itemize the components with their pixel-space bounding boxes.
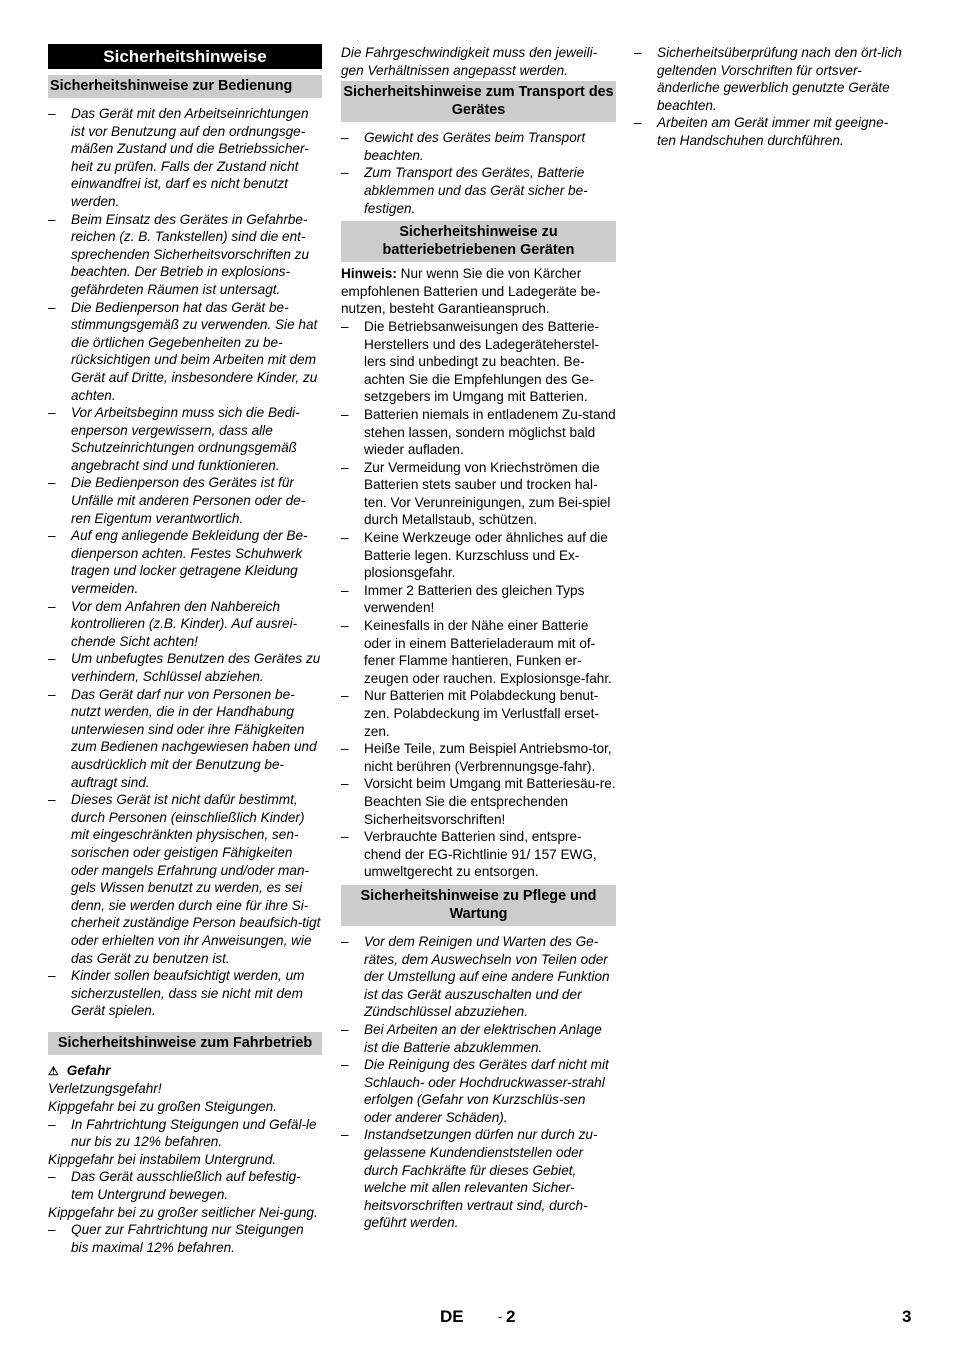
list-item: – Die Reinigung des Gerätes darf nicht mit Schlauch- oder Hochdruckwasser-strahl erfolgen (Gefahr von Kurzschlüs-sen oder anderer Schäden). [341,1056,616,1126]
section-heading-care: Sicherheitshinweise zu Pflege und Wartung [341,885,616,926]
list-item: – Keine Werkzeuge oder ähnliches auf die Batterie legen. Kurzschluss und Ex-plosionsgefahr. [341,529,616,582]
list-item: – Sicherheitsüberprüfung nach den ört-lich geltenden Vorschriften für ortsver-änderliche gewerblich genutzte Geräte beachten. [634,44,906,114]
list-item: – Um unbefugtes Benutzen des Gerätes zu verhindern, Schlüssel abziehen. [48,650,322,685]
injury-warning: Verletzungsgefahr! [48,1081,162,1097]
section-heading-transport: Sicherheitshinweise zum Transport des Gerätes [341,81,616,122]
battery-list [341,318,616,881]
list-item: – Das Gerät ausschließlich auf befestig-tem Untergrund bewegen. [48,1168,322,1203]
list-item: – Nur Batterien mit Polabdeckung benut-zen. Polabdeckung im Verlustfall erset-zen. [341,687,616,740]
list-item: – Zur Vermeidung von Kriechströmen die Batterien stets sauber und trocken hal-ten. Vor Verunreinigungen, zum Bei-spiel durch Metallstaub, schützen. [341,459,616,529]
list-item: – Arbeiten am Gerät immer mit geeigne-ten Handschuhen durchführen. [634,114,906,149]
tip-list [48,1116,322,1151]
column-right [634,44,906,150]
list-item: – Kinder sollen beaufsichtigt werden, um sicherzustellen, dass sie nicht mit dem Gerät spielen. [48,967,322,1020]
list-item: – Instandsetzungen dürfen nur durch zu-gelassene Kundendienststellen oder durch Fachkräfte für dieses Gebiet, welche mit allen relevanten Sicher-heitsvorschriften vertraut sind, durch-geführt werden. [341,1126,616,1232]
list-item: – Batterien niemals in entladenem Zu-stand stehen lassen, sondern möglichst bald wieder aufladen. [341,406,616,459]
battery-note [341,265,616,318]
page-number: 3 [902,1307,912,1326]
speed-note: Die Fahrgeschwindigkeit muss den jeweili-gen Verhältnissen angepasst werden. [341,45,598,78]
page-title: Sicherheitshinweise [48,44,322,69]
list-item: – Die Bedienperson hat das Gerät be-stimmungsgemäß zu verwenden. Sie hat die örtlichen Gegebenheiten zu be-rücksichtigen und beim Arbeiten mit dem Gerät auf Dritte, insbesondere Kinder, zu achten. [48,299,322,405]
list-item: – In Fahrtrichtung Steigungen und Gefäl-le nur bis zu 12% befahren. [48,1116,322,1151]
footer-language: DE [440,1307,464,1326]
tip-text: Kippgefahr bei zu großer seitlicher Nei-gung. [48,1204,318,1220]
operation-list [48,105,322,1020]
list-item: – Vor dem Reinigen und Warten des Ge-rätes, dem Auswechseln von Teilen oder der Umstellung auf eine andere Funktion ist das Gerät auszuschalten und der Zündschlüssel abzuziehen. [341,933,616,1021]
list-item: – Die Betriebsanweisungen des Batterie-Herstellers und des Ladegeräteherstel-lers sind unbedingt zu beachten. Be-achten Sie die Empfehlungen des Ge-setzgebers im Umgang mit Batterien. [341,318,616,406]
care-list-continued [634,44,906,150]
list-item: – Quer zur Fahrtrichtung nur Steigungen bis maximal 12% befahren. [48,1221,322,1256]
tip-list [48,1221,322,1256]
tip-list [48,1168,322,1203]
warning-triangle-icon: ⚠ [48,1063,59,1078]
list-item: – Vorsicht beim Umgang mit Batteriesäu-re. Beachten Sie die entsprechenden Sicherheitsvorschriften! [341,775,616,828]
list-item: – Verbrauchte Batterien sind, entspre-chend der EG-Richtlinie 91/ 157 EWG, umweltgerecht zu entsorgen. [341,828,616,881]
care-list [341,933,616,1232]
list-item: – Vor dem Anfahren den Nahbereich kontrollieren (z.B. Kinder). Auf ausrei-chende Sicht achten! [48,598,322,651]
list-item: – Zum Transport des Gerätes, Batterie abklemmen und das Gerät sicher be-festigen. [341,164,616,217]
section-heading-operation: Sicherheitshinweise zur Bedienung [48,75,322,98]
list-item: – Beim Einsatz des Gerätes in Gefahrbe-reichen (z. B. Tankstellen) sind die ent-sprechenden Sicherheitsvorschriften zu beachten. Der Betrieb in explosions-gefährdeten Räumen ist untersagt. [48,211,322,299]
list-item: – Auf eng anliegende Bekleidung der Be-dienperson achten. Festes Schuhwerk tragen und locker getragene Kleidung vermeiden. [48,527,322,597]
section-heading-driving: Sicherheitshinweise zum Fahrbetrieb [48,1032,322,1055]
footer-section-number: 2 [506,1307,516,1326]
list-item: – Keinesfalls in der Nähe einer Batterie oder in einem Batterieladeraum mit of-fener Flamme hantieren, Funken er-zeugen oder rauchen. Explosionsge-fahr. [341,617,616,687]
column-middle [341,44,616,1232]
column-left [48,44,322,1256]
list-item: – Bei Arbeiten an der elektrischen Anlage ist die Batterie abzuklemmen. [341,1021,616,1056]
tip-text: Kippgefahr bei zu großen Steigungen. [48,1099,277,1115]
list-item: – Die Bedienperson des Gerätes ist für Unfälle mit anderen Personen oder de-ren Eigentum verantwortlich. [48,474,322,527]
list-item: – Immer 2 Batterien des gleichen Typs verwenden! [341,582,616,617]
list-item: – Gewicht des Gerätes beim Transport beachten. [341,129,616,164]
list-item: – Vor Arbeitsbeginn muss sich die Bedi-enperson vergewissern, dass alle Schutzeinrichtungen ordnungsgemäß angebracht sind und funktionieren. [48,404,322,474]
transport-list [341,129,616,217]
section-heading-battery: Sicherheitshinweise zu batteriebetriebenen Geräten [341,221,616,262]
list-item: – Das Gerät mit den Arbeitseinrichtungen ist vor Benutzung auf den ordnungsge-mäßen Zustand und die Betriebssicher-heit zu prüfen. Falls der Zustand nicht einwandfrei ist, darf es nicht benutzt werden. [48,105,322,211]
danger-label: ⚠ Gefahr [48,1062,322,1081]
note-label: Hinweis: [341,266,397,282]
list-item: – Heiße Teile, zum Beispiel Antriebsmo-tor, nicht berühren (Verbrennungsge-fahr). [341,740,616,775]
note-text: Nur wenn Sie die von Kärcher empfohlenen Batterien und Ladegeräte be-nutzen, besteht Garantieanspruch. [341,266,601,317]
footer-separator: - [498,1309,503,1324]
list-item: – Dieses Gerät ist nicht dafür bestimmt, durch Personen (einschließlich Kinder) mit eingeschränkten physischen, sen-sorischen oder geistigen Fähigkeiten oder mangels Erfahrung und/oder man-gels Wissen benutzt zu werden, es sei denn, sie werden durch eine für ihre Si-cherheit zuständige Person beaufsich-tigt oder erhielten von ihr Anweisungen, wie das Gerät zu benutzen ist. [48,791,322,967]
list-item: – Das Gerät darf nur von Personen be-nutzt werden, die in der Handhabung unterwiesen sind oder ihre Fähigkeiten zum Bedienen nachgewiesen haben und ausdrücklich mit der Benutzung be-auftragt sind. [48,686,322,792]
tip-text: Kippgefahr bei instabilem Untergrund. [48,1151,277,1167]
